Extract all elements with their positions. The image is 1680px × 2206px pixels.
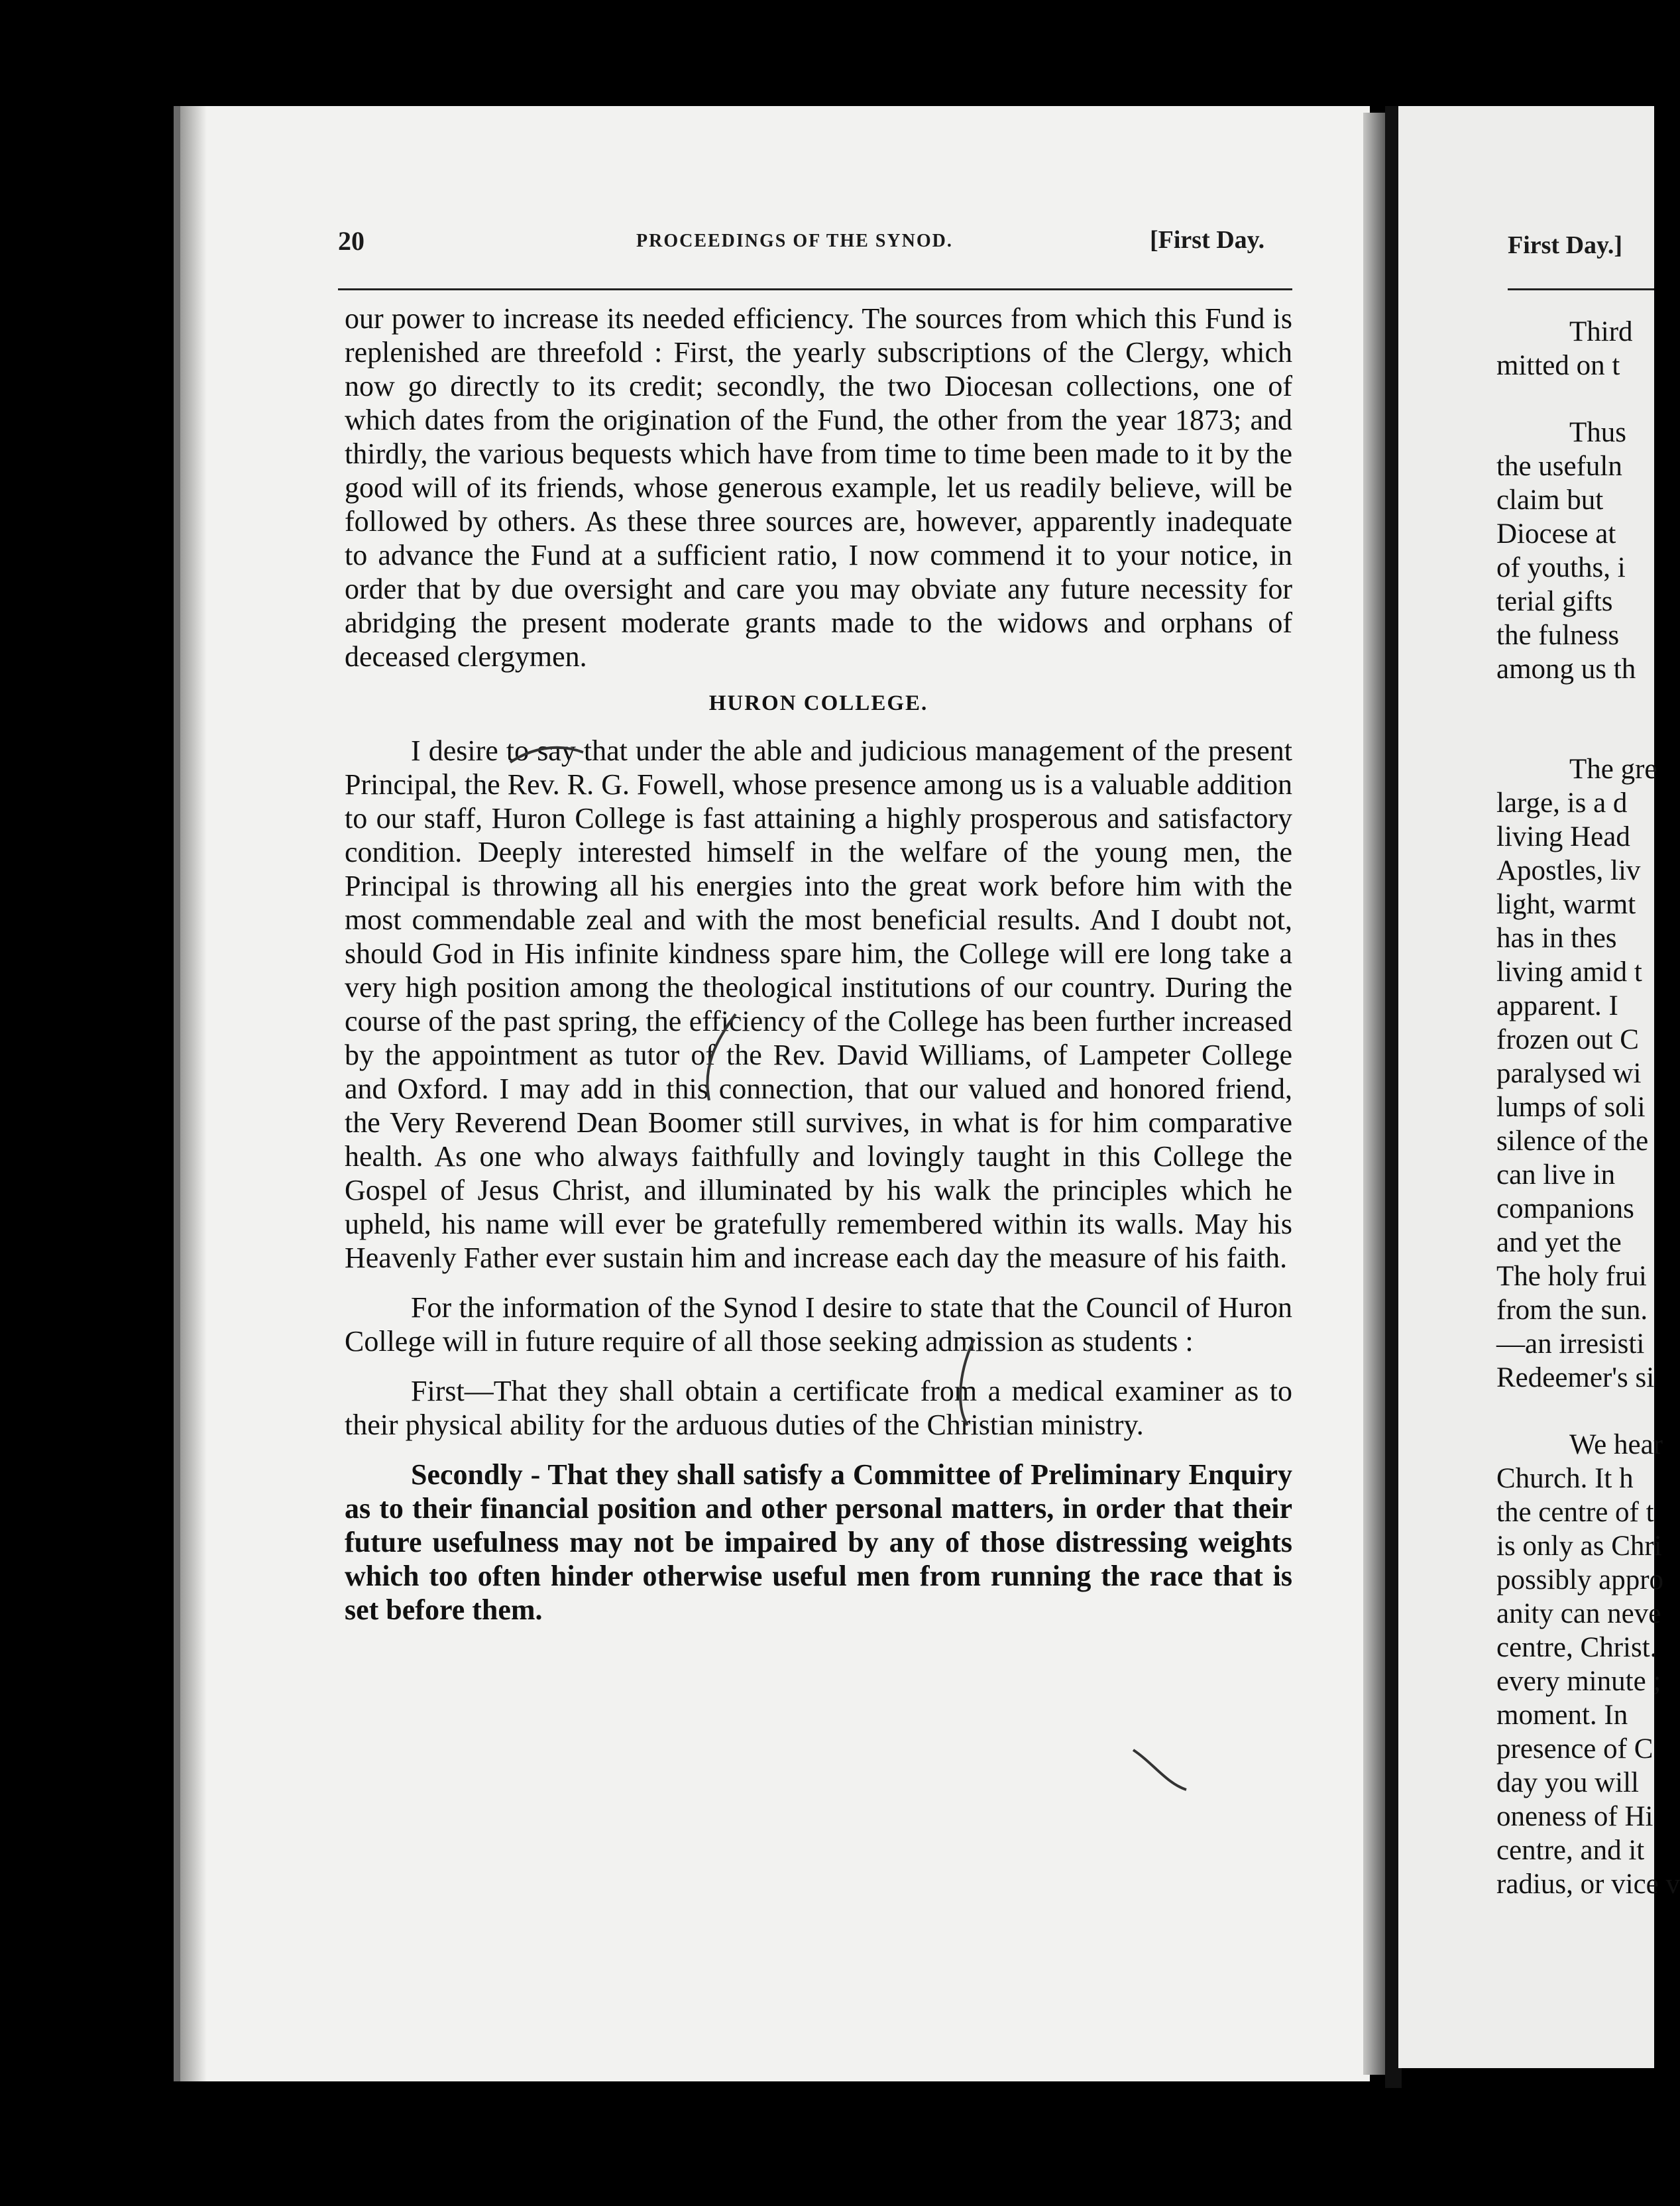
right-page-text (1496, 315, 1680, 1901)
paragraph: I desire to say that under the able and judicious management of the present Principal, the Rev. R. G. Fowell, whose presence among us is a valuable addition to our staff, Huron College is fast attaining a highly prosperous and satisfactory condition. Deeply interested himself in the welfare of the young men, the Principal is throwing all his energies into the great work before him with the most commendable zeal and with the most beneficial results. And I doubt not, should God in His infinite kindness spare him, the College will ere long take a very high position among the theological institutions of our country. During the course of the past spring, the efficiency of the College has been further increased by the appointment as tutor of the Rev. David Williams, of Lampeter College and Oxford. I may add in this connection, that our valued and honored friend, the Very Reverend Dean Boomer still survives, in what is for him comparative health. As one who always faithfully and lovingly taught in this College the Gospel of Jesus Christ, and illuminated by his walk the principles which he upheld, his name will ever be gratefully remembered within its walls. May his Heavenly Father ever sustain him and increase each day the measure of his faith. (345, 734, 1292, 1274)
page-number: 20 (338, 226, 364, 256)
right-page-line: has in thes (1496, 923, 1617, 954)
right-page-line: paralysed wi (1496, 1058, 1642, 1089)
right-page-line: among us th (1496, 654, 1636, 685)
right-page-line: radius, or vice v (1496, 1869, 1680, 1900)
paragraph: First—That they shall obtain a certificate from a medical examiner as to their physical ability for the arduous duties of the Christian ministry. (345, 1375, 1292, 1441)
right-page-line: mitted on t (1496, 350, 1620, 381)
right-page-line: presence of C (1496, 1733, 1653, 1765)
right-page-line: silence of the (1496, 1126, 1649, 1157)
right-page-line: centre, and it (1496, 1835, 1645, 1866)
right-page-line: oneness of Hi (1496, 1801, 1653, 1832)
paragraph: Secondly - That they shall satisfy a Committee of Preliminary Enquiry as to their financial position and other personal matters, in order that their future usefulness may not be impaired by any of those distressing weights which too often hinder otherwise useful men from running the race that is set before them. (345, 1458, 1292, 1626)
right-page-line: Third (1569, 316, 1633, 347)
right-page-line: frozen out C (1496, 1024, 1639, 1055)
day-label: [First Day. (1150, 226, 1265, 254)
right-page-line: living amid t (1496, 957, 1642, 988)
paragraph: our power to increase its needed efficiency. The sources from which this Fund is replenished are threefold : First, the yearly subscriptions of the Clergy, which now go directly to its credit; secondly, the two Diocesan collections, one of which dates from the origination of the Fund, the other from the year 1873; and thirdly, the various bequests which have from time to time been made to it by the good will of its friends, whose generous example, let us readily believe, will be followed by others. As these three sources are, however, apparently inadequate to advance the Fund at a sufficient ratio, I now commend it to your notice, in order that by due oversight and care you may obviate any future necessity for abridging the present moderate grants made to the widows and orphans of deceased clergymen. (345, 302, 1292, 673)
right-page-line: of youths, i (1496, 552, 1626, 583)
right-page-line: can live in (1496, 1159, 1616, 1190)
running-title: PROCEEDINGS OF THE SYNOD. (636, 231, 953, 251)
right-header-rule (1508, 288, 1654, 290)
right-page-line: moment. In (1496, 1700, 1628, 1731)
right-page-line: lumps of soli (1496, 1092, 1646, 1123)
right-page-line: the usefuln (1496, 451, 1622, 482)
right-page-line (1496, 719, 1654, 752)
right-page-line: light, warmt (1496, 889, 1636, 920)
right-page-line: Church. It h (1496, 1463, 1634, 1494)
right-page-line: every minute ; (1496, 1666, 1661, 1697)
right-page-line: anity can neve (1496, 1598, 1661, 1629)
right-page-line: and yet the (1496, 1227, 1622, 1258)
right-page-line (1496, 686, 1654, 719)
right-page-line: Redeemer's si (1496, 1362, 1655, 1393)
right-page-line: companions (1496, 1193, 1634, 1224)
right-page-line: apparent. I (1496, 990, 1618, 1021)
right-page-line: The holy frui (1496, 1261, 1647, 1292)
right-page-line: Thus (1569, 417, 1626, 448)
right-page-line: is only as Chri (1496, 1531, 1662, 1562)
page-edge-shadow (180, 106, 207, 2081)
right-page-line (1496, 1395, 1654, 1428)
right-page-line: living Head (1496, 821, 1630, 852)
right-page-line: the centre of t (1496, 1497, 1654, 1528)
right-page-line: large, is a d (1496, 787, 1628, 819)
right-page-line: claim but (1496, 485, 1604, 516)
right-page-line: centre, Christ. (1496, 1632, 1657, 1663)
right-page-line: day you will (1496, 1767, 1639, 1798)
right-page-line: possibly appro (1496, 1564, 1664, 1596)
right-page-line: Diocese at (1496, 518, 1616, 550)
right-day-label: First Day.] (1508, 231, 1623, 259)
right-page-line: terial gifts (1496, 586, 1613, 617)
body-text (345, 302, 1292, 1627)
right-page-line: from the sun. (1496, 1295, 1648, 1326)
right-page-line: The gre (1569, 754, 1657, 785)
section-heading: HURON COLLEGE. (708, 691, 928, 715)
right-page-line (1496, 382, 1654, 416)
header-rule (338, 288, 1292, 290)
right-page-line: Apostles, liv (1496, 855, 1641, 886)
right-page-line: the fulness (1496, 620, 1620, 651)
right-page-line: —an irresisti (1496, 1328, 1645, 1360)
right-page-line: We hear (1569, 1429, 1663, 1460)
paragraph: For the information of the Synod I desire to state that the Council of Huron College will in future require of all those seeking admission as students : (345, 1291, 1292, 1358)
